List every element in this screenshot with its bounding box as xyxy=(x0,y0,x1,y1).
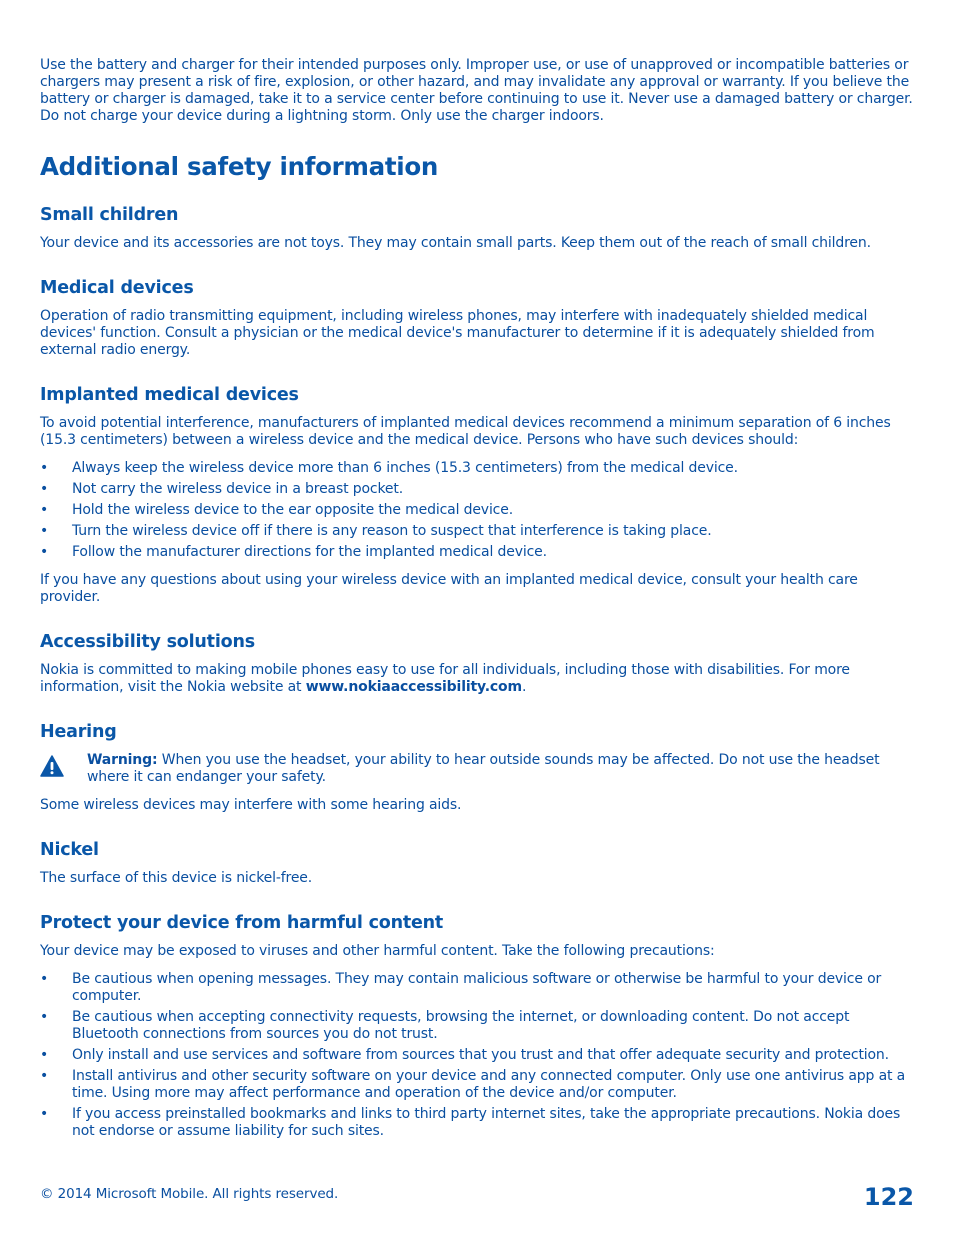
section-heading: Medical devices xyxy=(40,278,194,298)
page-content xyxy=(40,57,916,1144)
section-text: Your device and its accessories are not toys. They may contain small parts. Keep them out of the reach of small children. xyxy=(40,235,871,251)
section-nickel xyxy=(40,839,916,887)
section-medical-devices xyxy=(40,277,916,359)
page-number: 122 xyxy=(863,1183,914,1211)
accessibility-text: Nokia is committed to making mobile phones easy to use for all individuals, including those with disabilities. For more information, visit the Nokia website at xyxy=(40,662,850,695)
section-heading: Nickel xyxy=(40,840,99,860)
list-item: • Turn the wireless device off if there is any reason to suspect that interference is taking place. xyxy=(40,523,916,540)
copyright-footer: © 2014 Microsoft Mobile. All rights reserved. xyxy=(40,1186,339,1202)
section-implanted-medical-devices xyxy=(40,384,916,606)
intro-paragraph: Use the battery and charger for their intended purposes only. Improper use, or use of unapproved or incompatible batteries or chargers may present a risk of fire, explosion, or other hazard, and may invalidate any approval or warranty. If you believe the battery or charger is damaged, take it to a service center before continuing to use it. Never use a damaged battery or charger. Do not charge your device during a lightning storm. Only use the charger indoors. xyxy=(40,57,913,124)
list-item: • Only install and use services and software from sources that you trust and that offer adequate security and protection. xyxy=(40,1047,916,1064)
section-accessibility-solutions xyxy=(40,631,916,696)
section-heading: Protect your device from harmful content xyxy=(40,913,444,933)
warning-body: When you use the headset, your ability to hear outside sounds may be affected. Do not use the headset where it can endanger your safety. xyxy=(87,752,880,785)
section-text: Some wireless devices may interfere with some hearing aids. xyxy=(40,797,462,813)
page-title: Additional safety information xyxy=(40,152,439,181)
section-heading: Implanted medical devices xyxy=(40,385,299,405)
section-text: Operation of radio transmitting equipment, including wireless phones, may interfere with inadequately shielded medical devices' function. Consult a physician or the medical device's manufacturer to determine if it is adequately shielded from external radio energy. xyxy=(40,308,875,358)
list-item: • Not carry the wireless device in a breast pocket. xyxy=(40,481,916,498)
section-hearing xyxy=(40,721,916,814)
section-text: Your device may be exposed to viruses and other harmful content. Take the following precautions: xyxy=(40,943,715,959)
list-item: • Install antivirus and other security software on your device and any connected computer. Only use one antivirus app at a time. Using more may affect performance and operation of the device and/or computer. xyxy=(40,1068,916,1102)
accessibility-end: . xyxy=(521,679,527,695)
accessibility-link[interactable]: www.nokiaaccessibility.com xyxy=(305,679,522,695)
section-text: To avoid potential interference, manufacturers of implanted medical devices recommend a minimum separation of 6 inches (15.3 centimeters) between a wireless device and the medical device. Persons who have such devices should: xyxy=(40,415,891,448)
section-text xyxy=(40,662,916,696)
list-item: • Be cautious when accepting connectivity requests, browsing the internet, or downloading content. Do not accept Bluetooth connections from sources you do not trust. xyxy=(40,1009,916,1043)
section-protect-device xyxy=(40,912,916,1140)
section-heading: Small children xyxy=(40,205,179,225)
warning-text xyxy=(87,752,916,786)
warning-note xyxy=(40,752,916,786)
list-item: • Always keep the wireless device more than 6 inches (15.3 centimeters) from the medical device. xyxy=(40,460,916,477)
bullet-list xyxy=(40,460,916,561)
list-item: • If you access preinstalled bookmarks and links to third party internet sites, take the appropriate precautions. Nokia does not endorse or assume liability for such sites. xyxy=(40,1106,916,1140)
bullet-list xyxy=(40,971,916,1140)
list-item: • Hold the wireless device to the ear opposite the medical device. xyxy=(40,502,916,519)
section-heading: Hearing xyxy=(40,722,117,742)
section-small-children xyxy=(40,204,916,252)
warning-triangle-icon xyxy=(40,755,64,777)
section-heading: Accessibility solutions xyxy=(40,632,255,652)
list-item: • Be cautious when opening messages. They may contain malicious software or otherwise be harmful to your device or computer. xyxy=(40,971,916,1005)
list-item: • Follow the manufacturer directions for the implanted medical device. xyxy=(40,544,916,561)
section-text: If you have any questions about using your wireless device with an implanted medical device, consult your health care provider. xyxy=(40,572,858,605)
section-text: The surface of this device is nickel-free. xyxy=(40,870,313,886)
warning-label: Warning: xyxy=(87,752,158,768)
